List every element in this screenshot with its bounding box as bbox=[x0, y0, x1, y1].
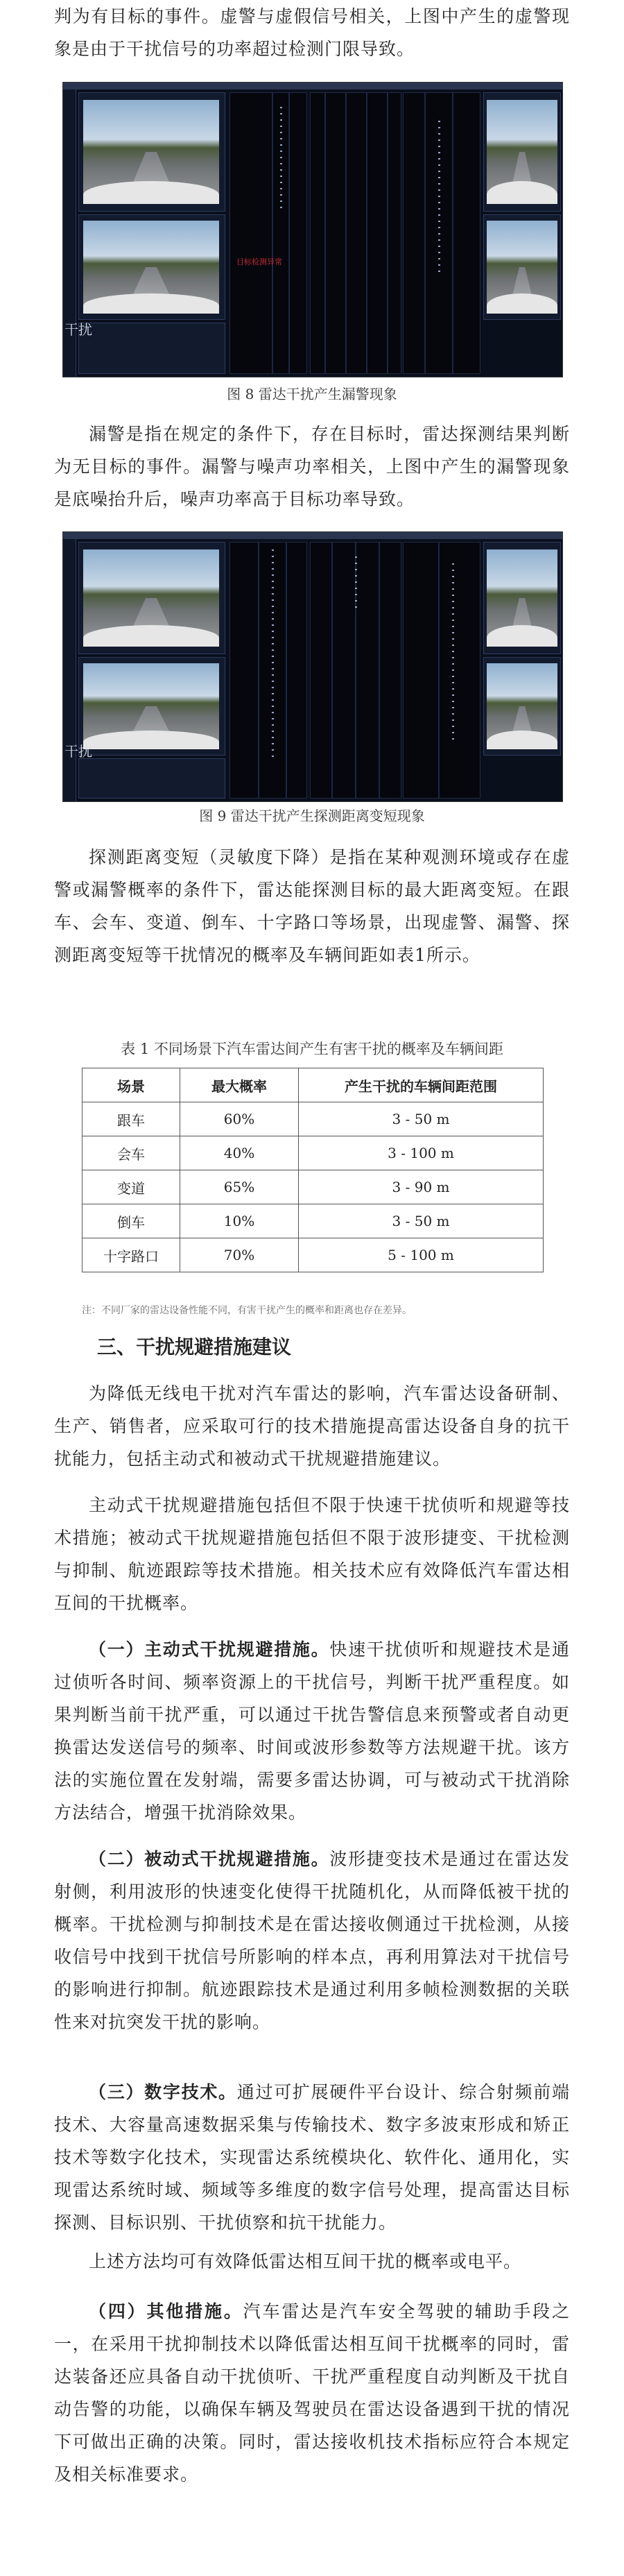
camera-view bbox=[487, 549, 557, 647]
right-bottom-panel bbox=[483, 657, 561, 756]
table-cell: 40% bbox=[180, 1136, 299, 1170]
left-status-panel bbox=[78, 758, 225, 799]
figure9-image bbox=[62, 531, 563, 802]
section3-paragraph-2: 主动式干扰规避措施包括但不限于快速干扰侦听和规避等技术措施；被动式干扰规避措施包括但不限于波形捷变、干扰检测与抑制、航迹跟踪等技术措施。相关技术应有效降低汽车雷达相互间的干扰概率。 bbox=[54, 1495, 570, 1613]
camera-view bbox=[487, 100, 557, 204]
measure-digital-title: （三）数字技术。 bbox=[89, 2082, 237, 2102]
left-bottom-panel bbox=[78, 214, 225, 320]
figure8-caption: 图 8 雷达干扰产生漏警现象 bbox=[227, 386, 397, 402]
table-cell: 5 - 100 m bbox=[299, 1238, 544, 1272]
table-row bbox=[83, 1204, 544, 1238]
table-row bbox=[83, 1170, 544, 1204]
radar-graph-left bbox=[229, 92, 307, 374]
section-heading: 三、干扰规避措施建议 bbox=[97, 1336, 292, 1358]
camera-view bbox=[83, 663, 219, 749]
camera-view bbox=[83, 221, 219, 314]
table-cell: 十字路口 bbox=[83, 1238, 180, 1272]
table-row bbox=[83, 1238, 544, 1272]
figure8-image bbox=[62, 82, 563, 377]
left-status-panel bbox=[78, 323, 225, 374]
window-titlebar bbox=[63, 532, 562, 539]
table-cell: 70% bbox=[180, 1238, 299, 1272]
window-titlebar bbox=[63, 83, 562, 89]
table-cell: 倒车 bbox=[83, 1204, 180, 1238]
measure-passive-text: 波形捷变技术是通过在雷达发射侧，利用波形的快速变化使得干扰随机化，从而降低被干扰的概率。干扰检测与抑制技术是在雷达接收侧通过干扰检测，从接收信号中找到干扰信号所影响的样本点，再利用算法对干扰信号的影响进行抑制。航迹跟踪技术是通过利用多帧检测数据的关联性来对抗突发干扰的影响。 bbox=[54, 1849, 570, 2032]
column-header: 产生干扰的车辆间距范围 bbox=[299, 1068, 544, 1102]
radar-graph-center bbox=[310, 542, 401, 799]
measure-other-title: （四）其他措施。 bbox=[89, 2301, 243, 2321]
column-header: 最大概率 bbox=[180, 1068, 299, 1102]
camera-view bbox=[487, 663, 557, 749]
measure-passive-title: （二）被动式干扰规避措施。 bbox=[89, 1849, 330, 1869]
radar-graph-right bbox=[403, 92, 480, 374]
table-cell: 3 - 90 m bbox=[299, 1170, 544, 1204]
left-bottom-panel bbox=[78, 657, 225, 756]
measure-active-text: 快速干扰侦听和规避技术是通过侦听各时间、频率资源上的干扰信号，判断干扰严重程度。如果判断当前干扰严重，可以通过干扰告警信息来预警或者自动更换雷达发送信号的频率、时间或波形参数等方法规避干扰。该方法的实施位置在发射端，需要多雷达协调，可与被动式干扰消除方法结合，增强干扰消除效果。 bbox=[54, 1639, 570, 1823]
camera-view bbox=[487, 221, 557, 314]
right-top-panel bbox=[483, 542, 561, 654]
table-cell: 3 - 50 m bbox=[299, 1204, 544, 1238]
intro-paragraph: 判为有目标的事件。虚警与虚假信号相关，上图中产生的虚警现象是由于干扰信号的功率超过检测门限导致。 bbox=[54, 6, 570, 59]
measure-passive bbox=[54, 1843, 570, 2038]
radar-graph-right bbox=[403, 542, 480, 799]
measure-active-title: （一）主动式干扰规避措施。 bbox=[89, 1639, 330, 1660]
table-cell: 跟车 bbox=[83, 1102, 180, 1136]
alert-label: 目标检测异常 bbox=[236, 257, 282, 266]
section3-paragraph-1: 为降低无线电干扰对汽车雷达的影响，汽车雷达设备研制、生产、销售者，应采取可行的技术措施提高雷达设备自身的抗干扰能力，包括主动式和被动式干扰规避措施建议。 bbox=[54, 1383, 570, 1469]
overlay-text: 干扰 bbox=[64, 321, 92, 338]
table-cell: 65% bbox=[180, 1170, 299, 1204]
left-top-panel bbox=[78, 542, 225, 654]
left-top-panel bbox=[78, 92, 225, 212]
range-paragraph: 探测距离变短（灵敏度下降）是指在某种观测环境或存在虚警或漏警概率的条件下，雷达能探测目标的最大距离变短。在跟车、会车、变道、倒车、十字路口等场景，出现虚警、漏警、探测距离变短等干扰情况的概率及车辆间距如表1所示。 bbox=[54, 847, 570, 965]
measure-other bbox=[54, 2295, 570, 2491]
table1 bbox=[82, 1068, 544, 1272]
table-cell: 3 - 50 m bbox=[299, 1102, 544, 1136]
table-header-row bbox=[83, 1068, 544, 1102]
table-row bbox=[83, 1102, 544, 1136]
right-bottom-panel bbox=[483, 214, 561, 320]
table-cell: 变道 bbox=[83, 1170, 180, 1204]
figure9-caption: 图 9 雷达干扰产生探测距离变短现象 bbox=[199, 808, 425, 824]
table-cell: 10% bbox=[180, 1204, 299, 1238]
table-row bbox=[83, 1136, 544, 1170]
measure-active bbox=[54, 1633, 570, 1829]
camera-view bbox=[83, 549, 219, 647]
section3-paragraph-3: 上述方法均可有效降低雷达相互间干扰的概率或电平。 bbox=[89, 2251, 522, 2271]
measure-digital bbox=[54, 2076, 570, 2239]
side-strip bbox=[63, 539, 76, 801]
table1-note: 注：不同厂家的雷达设备性能不同，有害干扰产生的概率和距离也存在差异。 bbox=[82, 1305, 412, 1316]
camera-view bbox=[83, 100, 219, 204]
column-header: 场景 bbox=[83, 1068, 180, 1102]
measure-digital-text: 通过可扩展硬件平台设计、综合射频前端技术、大容量高速数据采集与传输技术、数字多波束形成和矫正技术等数字化技术，实现雷达系统模块化、软件化、通用化，实现雷达系统时域、频域等多维度的数字信号处理，提高雷达目标探测、目标识别、干扰侦察和抗干扰能力。 bbox=[54, 2082, 570, 2233]
missed-detection-paragraph: 漏警是指在规定的条件下，存在目标时，雷达探测结果判断为无目标的事件。漏警与噪声功率相关，上图中产生的漏警现象是底噪抬升后，噪声功率高于目标功率导致。 bbox=[54, 424, 570, 509]
right-top-panel bbox=[483, 92, 561, 212]
radar-graph-center bbox=[310, 92, 401, 374]
table1-caption: 表 1 不同场景下汽车雷达间产生有害干扰的概率及车辆间距 bbox=[121, 1041, 503, 1057]
table-cell: 3 - 100 m bbox=[299, 1136, 544, 1170]
table-cell: 会车 bbox=[83, 1136, 180, 1170]
measure-other-text: 汽车雷达是汽车安全驾驶的辅助手段之一，在采用干扰抑制技术以降低雷达相互间干扰概率的同时，雷达装备还应具备自动干扰侦听、干扰严重程度自动判断及干扰自动告警的功能，以确保车辆及驾驶员在雷达设备遇到干扰的情况下可做出正确的决策。同时，雷达接收机技术指标应符合本规定及相关标准要求。 bbox=[54, 2301, 570, 2484]
radar-graph-left bbox=[229, 542, 307, 799]
overlay-text: 干扰 bbox=[64, 743, 92, 760]
table-cell: 60% bbox=[180, 1102, 299, 1136]
